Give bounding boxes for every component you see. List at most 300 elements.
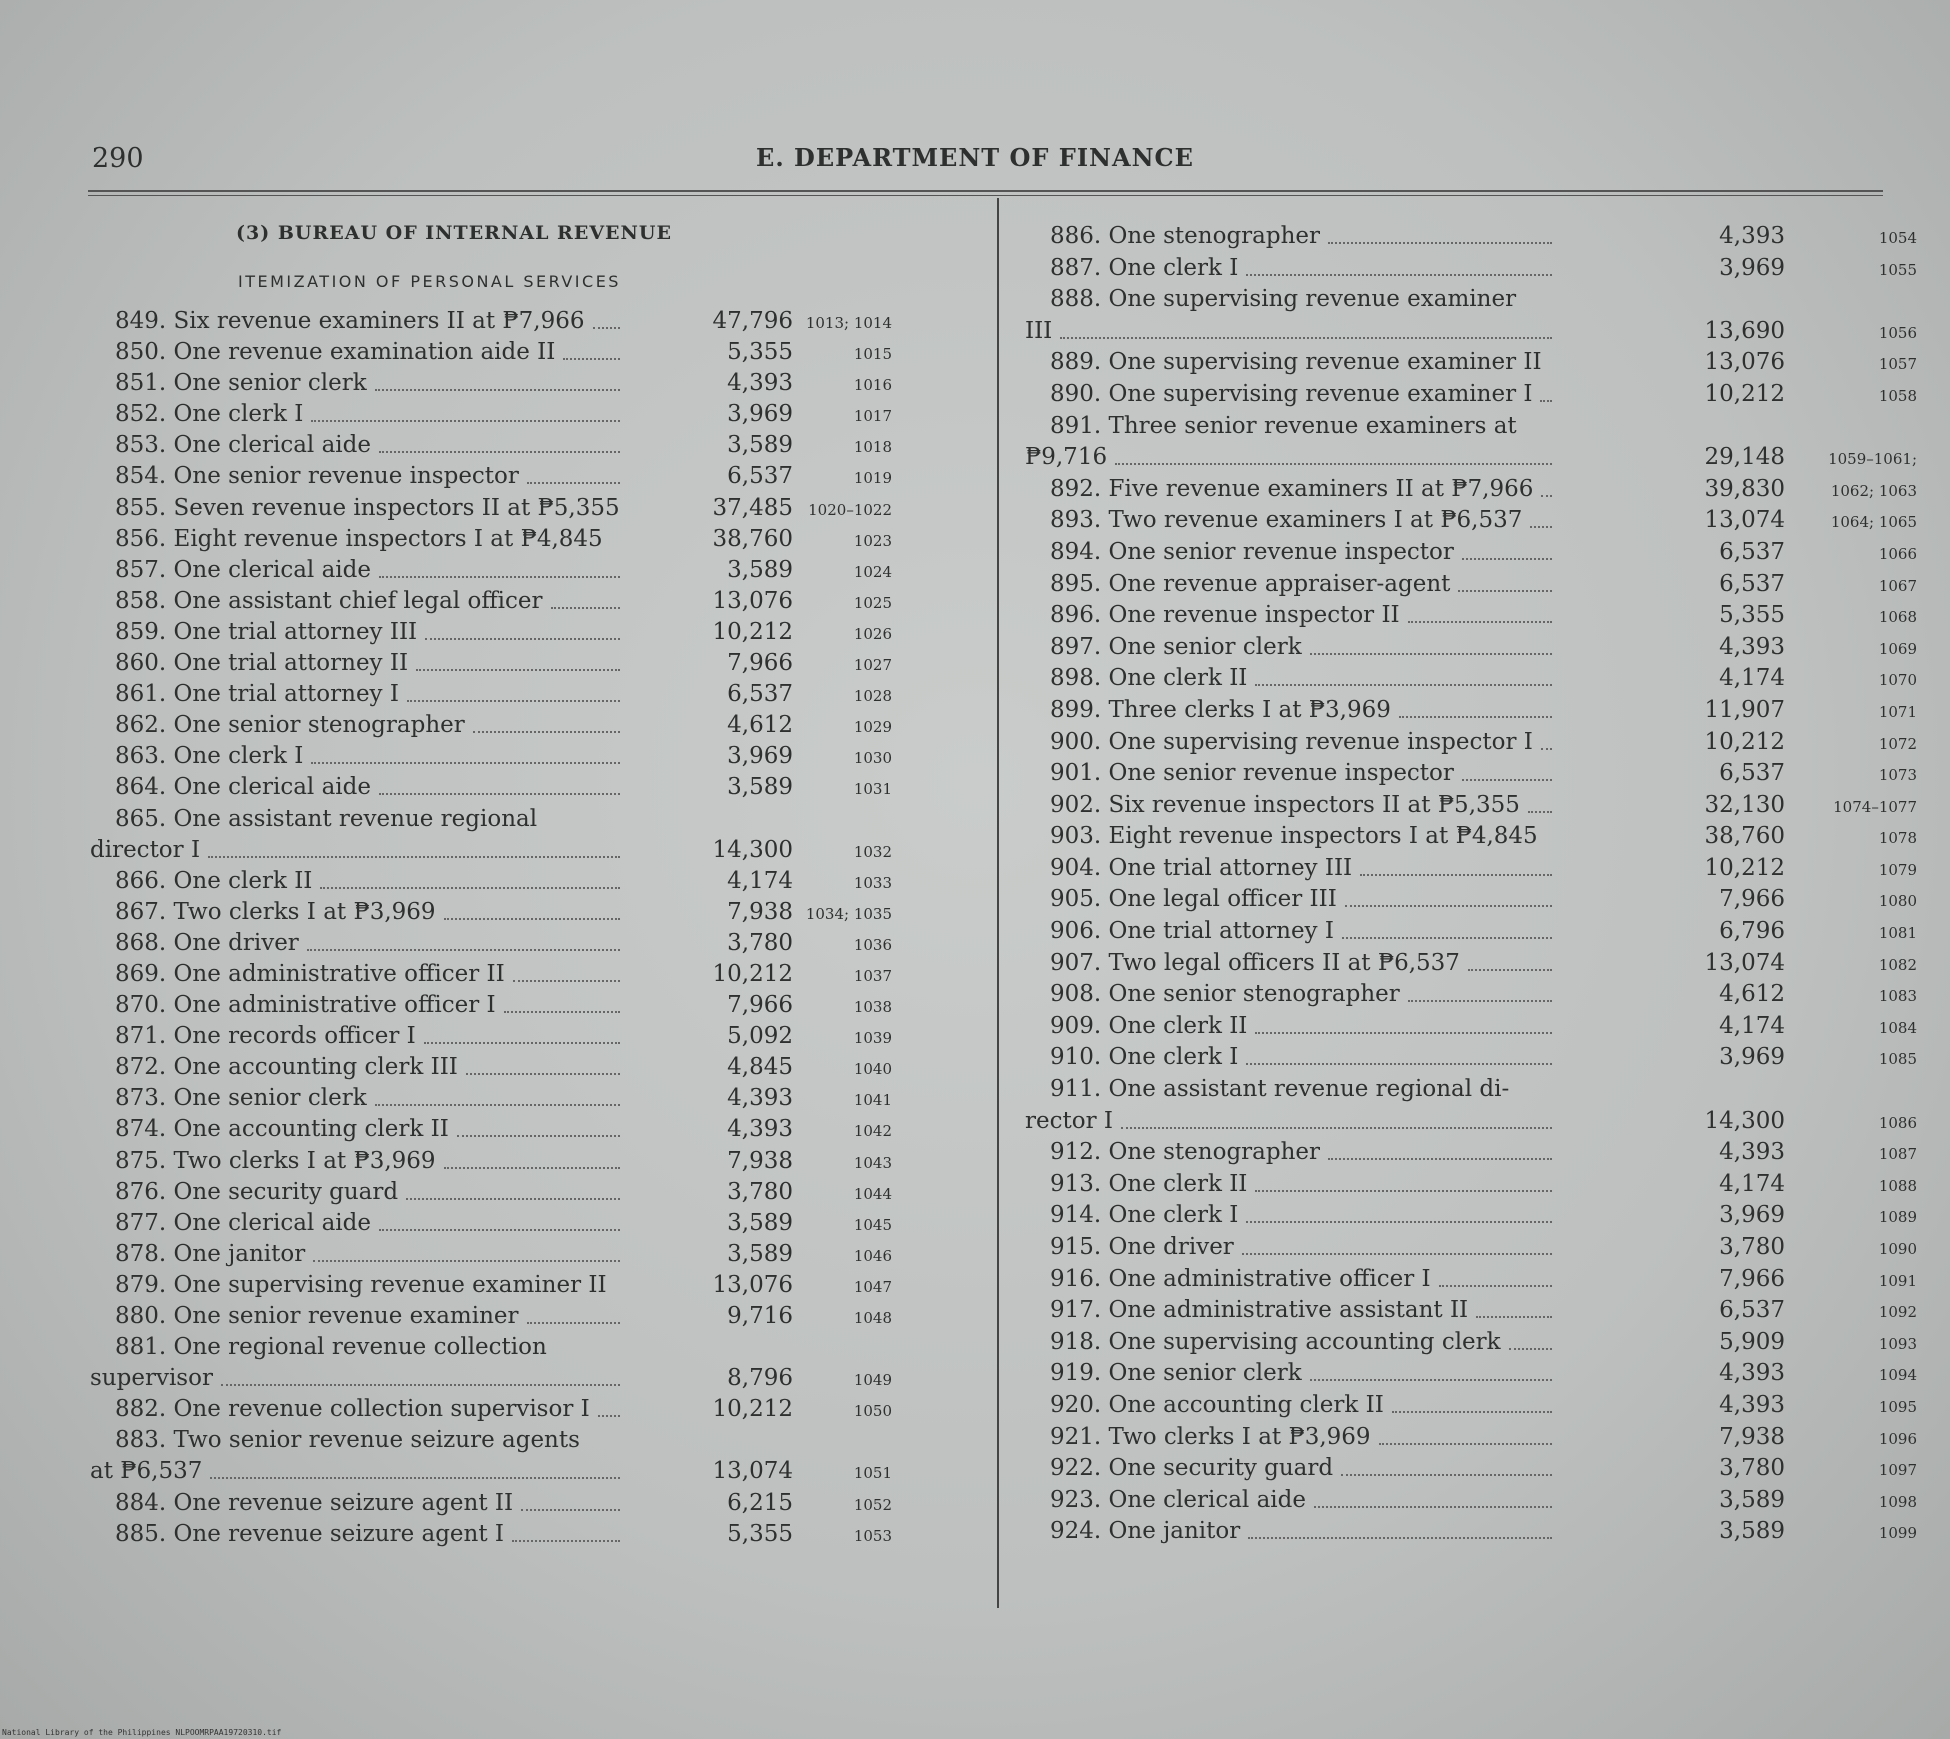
item-reference: 1096 [1878, 1429, 1917, 1448]
item-reference: 1097 [1878, 1461, 1917, 1480]
item-description: One administrative officer I [1108, 1265, 1431, 1292]
item-amount: 32,130 [1704, 791, 1785, 818]
item-amount: 10,212 [1704, 854, 1785, 881]
item-description: One trial attorney III [173, 618, 418, 645]
item-number: 897. [1050, 633, 1102, 660]
item-amount: 3,780 [727, 1178, 793, 1205]
item-description: One stenographer [1108, 1139, 1321, 1166]
item-description: One senior revenue inspector [1108, 538, 1454, 565]
item-description: Five revenue examiners II at ₱7,966 [1108, 475, 1534, 502]
item-number: 855. [115, 494, 167, 521]
item-description: One driver [173, 929, 299, 956]
item-description: Three senior revenue examiners at [1108, 412, 1517, 439]
item-description: One records officer I [173, 1023, 416, 1050]
item-number: 896. [1050, 602, 1102, 629]
item-description: Two clerks I at ₱3,969 [173, 898, 436, 925]
item-amount: 38,760 [712, 525, 793, 552]
item-description-continued: rector I [1025, 1107, 1113, 1134]
item-description: One senior stenographer [1108, 981, 1400, 1008]
dot-leader [513, 980, 620, 982]
item-description: One clerical aide [173, 774, 371, 801]
item-amount: 3,969 [1719, 254, 1785, 281]
item-amount: 3,589 [727, 1240, 793, 1267]
dot-leader [379, 793, 620, 795]
item-description: One revenue collection supervisor I [173, 1396, 590, 1423]
item-reference: 1098 [1878, 1492, 1917, 1511]
item-number: 914. [1050, 1202, 1102, 1229]
dot-leader [444, 1167, 620, 1169]
dot-leader [1540, 400, 1552, 402]
dot-leader [593, 327, 620, 329]
dot-leader [1541, 748, 1552, 750]
item-amount: 4,393 [1719, 1139, 1785, 1166]
item-description: One assistant revenue regional di- [1108, 1076, 1510, 1103]
item-amount: 13,076 [712, 1271, 793, 1298]
item-reference: 1074–1077 [1833, 797, 1917, 816]
item-description: One clerical aide [173, 556, 371, 583]
item-description: One senior stenographer [173, 712, 465, 739]
item-amount: 7,938 [727, 898, 793, 925]
item-description-continued: director I [90, 836, 201, 863]
item-number: 920. [1050, 1391, 1102, 1418]
item-number: 850. [115, 339, 167, 366]
item-description: Two senior revenue seizure agents [173, 1427, 580, 1454]
item-number: 871. [115, 1023, 167, 1050]
item-description: One janitor [1108, 1518, 1241, 1545]
item-description: Two legal officers II at ₱6,537 [1108, 949, 1460, 976]
item-amount: 7,966 [1719, 1265, 1785, 1292]
item-reference: 1070 [1878, 671, 1917, 690]
item-number: 904. [1050, 854, 1102, 881]
dot-leader [527, 1322, 620, 1324]
item-amount: 6,537 [727, 463, 793, 490]
item-reference: 1024 [853, 562, 892, 581]
item-description: One janitor [173, 1240, 306, 1267]
item-description: Two clerks I at ₱3,969 [1108, 1423, 1371, 1450]
item-number: 922. [1050, 1455, 1102, 1482]
item-number: 856. [115, 525, 167, 552]
item-reference: 1015 [853, 345, 892, 364]
item-reference: 1091 [1878, 1271, 1917, 1290]
dot-leader [1310, 1379, 1552, 1381]
item-amount: 5,355 [1719, 602, 1785, 629]
item-amount: 3,969 [727, 401, 793, 428]
item-number: 877. [115, 1209, 167, 1236]
item-number: 874. [115, 1116, 167, 1143]
item-reference: 1039 [853, 1029, 892, 1048]
item-number: 879. [115, 1271, 167, 1298]
item-reference: 1067 [1878, 576, 1917, 595]
item-reference: 1013; 1014 [805, 314, 892, 332]
item-reference: 1062; 1063 [1830, 481, 1917, 500]
item-description: One security guard [173, 1178, 399, 1205]
item-description-continued: III [1025, 317, 1053, 344]
item-number: 894. [1050, 538, 1102, 565]
dot-leader [425, 638, 620, 640]
item-description: One assistant revenue regional [173, 805, 538, 832]
item-description: One clerk I [1108, 254, 1239, 281]
item-reference: 1071 [1878, 702, 1917, 721]
item-number: 923. [1050, 1486, 1102, 1513]
item-description: One clerical aide [173, 432, 371, 459]
dot-leader [1342, 937, 1552, 939]
item-reference: 1036 [853, 935, 892, 954]
item-reference: 1083 [1878, 987, 1917, 1006]
item-number: 893. [1050, 507, 1102, 534]
item-description: One clerk I [1108, 1202, 1239, 1229]
item-number: 910. [1050, 1044, 1102, 1071]
dot-leader [1530, 526, 1552, 528]
item-number: 881. [115, 1334, 167, 1361]
dot-leader [1541, 495, 1552, 497]
item-number: 866. [115, 867, 167, 894]
item-amount: 3,780 [727, 929, 793, 956]
item-description: One clerk I [173, 401, 304, 428]
item-reference: 1058 [1878, 386, 1917, 405]
item-number: 863. [115, 743, 167, 770]
item-amount: 3,969 [1719, 1044, 1785, 1071]
item-reference: 1047 [853, 1277, 892, 1296]
dot-leader [311, 420, 620, 422]
item-number: 921. [1050, 1423, 1102, 1450]
item-number: 891. [1050, 412, 1102, 439]
item-amount: 7,966 [727, 992, 793, 1019]
column-divider [997, 198, 999, 1608]
item-number: 875. [115, 1147, 167, 1174]
item-reference: 1088 [1878, 1176, 1917, 1195]
item-number: 858. [115, 587, 167, 614]
item-amount: 9,716 [727, 1303, 793, 1329]
item-description: Eight revenue inspectors I at ₱4,845 [1108, 823, 1538, 850]
item-reference: 1078 [1878, 829, 1917, 848]
item-amount: 3,969 [1719, 1202, 1785, 1229]
item-description-continued: at ₱6,537 [90, 1458, 203, 1485]
dot-leader [457, 1135, 620, 1137]
section-subtitle: ITEMIZATION OF PERSONAL SERVICES [238, 272, 621, 291]
dot-leader [551, 607, 620, 609]
item-reference: 1056 [1878, 323, 1917, 342]
dot-leader [1115, 463, 1552, 465]
dot-leader [1121, 1127, 1552, 1129]
item-amount: 5,909 [1719, 1328, 1785, 1355]
dot-leader [320, 887, 620, 889]
dot-leader [512, 1540, 620, 1542]
item-description: One security guard [1108, 1455, 1334, 1482]
item-amount: 4,393 [1719, 633, 1785, 660]
item-reference: 1080 [1878, 892, 1917, 911]
item-reference: 1018 [853, 438, 892, 457]
item-description: One revenue appraiser-agent [1108, 570, 1451, 597]
item-description: Seven revenue inspectors II at ₱5,355 [173, 494, 620, 521]
dot-leader [307, 949, 620, 951]
dot-leader [208, 856, 620, 858]
item-number: 895. [1050, 570, 1102, 597]
item-reference: 1027 [853, 656, 892, 675]
item-number: 890. [1050, 380, 1102, 407]
item-description: One revenue examination aide II [173, 339, 556, 366]
item-amount: 4,845 [727, 1054, 793, 1081]
item-reference: 1042 [853, 1122, 892, 1141]
item-reference: 1079 [1878, 860, 1917, 879]
item-description: One senior revenue inspector [173, 463, 519, 490]
item-amount: 3,589 [727, 556, 793, 583]
item-description-continued: ₱9,716 [1025, 444, 1108, 471]
dot-leader [598, 1415, 620, 1417]
header-rule-thin [88, 195, 1883, 196]
item-description: Eight revenue inspectors I at ₱4,845 [173, 525, 603, 552]
item-description: Six revenue inspectors II at ₱5,355 [1108, 791, 1520, 818]
item-reference: 1020–1022 [808, 500, 892, 519]
dot-leader [527, 482, 620, 484]
item-reference: 1059–1061; [1828, 450, 1917, 469]
item-description: One trial attorney III [1108, 854, 1353, 881]
item-reference: 1032 [853, 842, 892, 861]
item-description-continued: supervisor [90, 1365, 213, 1392]
dot-leader [210, 1477, 620, 1479]
item-amount: 7,938 [727, 1147, 793, 1174]
item-number: 867. [115, 898, 167, 925]
item-amount: 3,780 [1719, 1234, 1785, 1260]
item-reference: 1089 [1878, 1208, 1917, 1227]
dot-leader [1509, 1348, 1552, 1350]
running-head: E. DEPARTMENT OF FINANCE [756, 143, 1194, 172]
item-amount: 5,092 [727, 1023, 793, 1050]
dot-leader [1462, 558, 1552, 560]
item-number: 908. [1050, 981, 1102, 1008]
item-reference: 1093 [1878, 1334, 1917, 1353]
dot-leader [1328, 1158, 1552, 1160]
item-number: 886. [1050, 223, 1102, 249]
item-reference: 1081 [1878, 924, 1917, 943]
item-amount: 38,760 [1704, 823, 1785, 850]
item-amount: 4,612 [727, 712, 793, 739]
item-reference: 1086 [1878, 1113, 1917, 1132]
item-description: One clerical aide [1108, 1486, 1306, 1513]
item-amount: 47,796 [712, 308, 793, 334]
item-description: One senior revenue examiner [173, 1303, 519, 1329]
item-reference: 1034; 1035 [805, 904, 892, 923]
item-amount: 6,796 [1719, 918, 1785, 945]
item-number: 911. [1050, 1076, 1102, 1103]
item-amount: 6,537 [1719, 538, 1785, 565]
item-reference: 1038 [853, 998, 892, 1017]
item-description: Two revenue examiners I at ₱6,537 [1108, 507, 1523, 534]
item-amount: 5,355 [727, 1520, 793, 1547]
dot-leader [1392, 1411, 1552, 1413]
item-number: 900. [1050, 728, 1102, 755]
item-reference: 1057 [1878, 355, 1917, 374]
section-title: (3) BUREAU OF INTERNAL REVENUE [236, 222, 672, 244]
item-amount: 4,393 [727, 370, 793, 397]
item-number: 849. [115, 308, 167, 334]
item-number: 883. [115, 1427, 167, 1454]
item-reference: 1085 [1878, 1050, 1917, 1069]
item-amount: 3,969 [727, 743, 793, 770]
item-reference: 1043 [853, 1153, 892, 1172]
item-reference: 1031 [853, 780, 892, 799]
item-description: One senior clerk [173, 1085, 367, 1112]
dot-leader [1360, 874, 1552, 876]
item-number: 878. [115, 1240, 167, 1267]
item-description: One stenographer [1108, 223, 1321, 249]
item-description: Three clerks I at ₱3,969 [1108, 696, 1391, 723]
item-amount: 10,212 [1704, 728, 1785, 755]
item-description: One driver [1108, 1234, 1234, 1260]
item-reference: 1099 [1878, 1524, 1917, 1543]
dot-leader [1462, 779, 1552, 781]
item-reference: 1017 [853, 407, 892, 426]
dot-leader [1328, 242, 1552, 244]
item-description: One revenue inspector II [1108, 602, 1400, 629]
dot-leader [1439, 1285, 1552, 1287]
item-number: 899. [1050, 696, 1102, 723]
item-number: 901. [1050, 760, 1102, 787]
dot-leader [1248, 1537, 1552, 1539]
item-amount: 4,174 [1719, 1170, 1785, 1197]
item-number: 862. [115, 712, 167, 739]
dot-leader [473, 731, 620, 733]
dot-leader [379, 451, 620, 453]
dot-leader [563, 358, 620, 360]
item-amount: 4,393 [1719, 1360, 1785, 1387]
item-reference: 1064; 1065 [1830, 513, 1917, 532]
item-reference: 1041 [853, 1091, 892, 1110]
item-description: One senior clerk [1108, 1360, 1302, 1387]
item-reference: 1046 [853, 1246, 892, 1265]
item-description: One administrative assistant II [1108, 1297, 1469, 1324]
item-amount: 7,966 [727, 650, 793, 677]
item-number: 915. [1050, 1234, 1102, 1260]
item-number: 864. [115, 774, 167, 801]
item-number: 902. [1050, 791, 1102, 818]
scan-footer: National Library of the Philippines NLPOOMRPAA19720310.tif [2, 1728, 282, 1737]
item-description: One accounting clerk II [1108, 1391, 1384, 1418]
item-amount: 10,212 [712, 618, 793, 645]
dot-leader [1255, 1190, 1552, 1192]
item-number: 898. [1050, 665, 1102, 692]
dot-leader [1242, 1253, 1552, 1255]
item-number: 876. [115, 1178, 167, 1205]
item-description: One senior clerk [173, 370, 367, 397]
item-number: 857. [115, 556, 167, 583]
item-reference: 1054 [1878, 229, 1917, 247]
item-number: 882. [115, 1396, 167, 1423]
item-description: One regional revenue collection [173, 1334, 547, 1361]
item-description: One revenue seizure agent II [173, 1489, 514, 1516]
dot-leader [311, 762, 620, 764]
item-description: Two clerks I at ₱3,969 [173, 1147, 436, 1174]
dot-leader [1458, 590, 1552, 592]
item-amount: 3,589 [727, 774, 793, 801]
item-reference: 1033 [853, 873, 892, 892]
item-reference: 1094 [1878, 1366, 1917, 1385]
item-number: 885. [115, 1520, 167, 1547]
item-number: 880. [115, 1303, 167, 1329]
item-amount: 3,589 [727, 432, 793, 459]
item-reference: 1051 [853, 1464, 892, 1483]
item-amount: 10,212 [712, 960, 793, 987]
item-number: 906. [1050, 918, 1102, 945]
item-description: One clerk II [173, 867, 313, 894]
item-amount: 3,589 [1719, 1518, 1785, 1545]
item-reference: 1052 [853, 1495, 892, 1514]
dot-leader [504, 1011, 620, 1013]
item-number: 859. [115, 618, 167, 645]
item-description: One supervising revenue examiner I [1108, 380, 1533, 407]
dot-leader [1408, 1000, 1552, 1002]
dot-leader [406, 1198, 620, 1200]
dot-leader [1468, 969, 1552, 971]
dot-leader [416, 669, 620, 671]
item-reference: 1023 [853, 531, 892, 550]
item-amount: 3,589 [1719, 1486, 1785, 1513]
item-amount: 3,780 [1719, 1455, 1785, 1482]
dot-leader [521, 1509, 620, 1511]
item-reference: 1072 [1878, 734, 1917, 753]
item-amount: 13,690 [1704, 317, 1785, 344]
item-amount: 39,830 [1704, 475, 1785, 502]
item-description: Six revenue examiners II at ₱7,966 [173, 308, 585, 334]
item-amount: 6,537 [1719, 1297, 1785, 1324]
item-amount: 4,393 [1719, 1391, 1785, 1418]
item-description: One supervising revenue inspector I [1108, 728, 1533, 755]
dot-leader [1528, 811, 1552, 813]
item-reference: 1019 [853, 469, 892, 488]
item-amount: 11,907 [1704, 696, 1785, 723]
item-description: One assistant chief legal officer [173, 587, 543, 614]
dot-leader [1255, 684, 1552, 686]
dot-leader [375, 389, 620, 391]
item-reference: 1040 [853, 1060, 892, 1079]
item-description: One trial attorney I [1108, 918, 1334, 945]
item-description: One clerk I [173, 743, 304, 770]
item-description: One supervising revenue examiner [1108, 286, 1517, 313]
dot-leader [1246, 1221, 1552, 1223]
item-reference: 1045 [853, 1215, 892, 1234]
item-number: 905. [1050, 886, 1102, 913]
dot-leader [1255, 1032, 1552, 1034]
item-number: 868. [115, 929, 167, 956]
item-number: 854. [115, 463, 167, 490]
item-number: 907. [1050, 949, 1102, 976]
item-number: 924. [1050, 1518, 1102, 1545]
item-number: 873. [115, 1085, 167, 1112]
dot-leader [1476, 1316, 1552, 1318]
item-number: 918. [1050, 1328, 1102, 1355]
dot-leader [1379, 1443, 1552, 1445]
item-number: 872. [115, 1054, 167, 1081]
item-number: 912. [1050, 1139, 1102, 1166]
item-amount: 14,300 [1704, 1107, 1785, 1134]
dot-leader [1341, 1474, 1552, 1476]
item-reference: 1037 [853, 966, 892, 985]
dot-leader [407, 700, 620, 702]
dot-leader [466, 1073, 620, 1075]
item-amount: 37,485 [712, 494, 793, 521]
item-number: 913. [1050, 1170, 1102, 1197]
item-description: One accounting clerk II [173, 1116, 449, 1143]
dot-leader [379, 576, 620, 578]
item-description: One supervising revenue examiner II [1108, 349, 1542, 376]
item-amount: 4,174 [1719, 1012, 1785, 1039]
item-description: One senior clerk [1108, 633, 1302, 660]
item-description: One clerk I [1108, 1044, 1239, 1071]
item-description: One administrative officer II [173, 960, 505, 987]
item-description: One supervising accounting clerk [1108, 1328, 1501, 1355]
dot-leader [1408, 621, 1552, 623]
item-amount: 4,393 [727, 1085, 793, 1112]
dot-leader [1246, 1063, 1552, 1065]
